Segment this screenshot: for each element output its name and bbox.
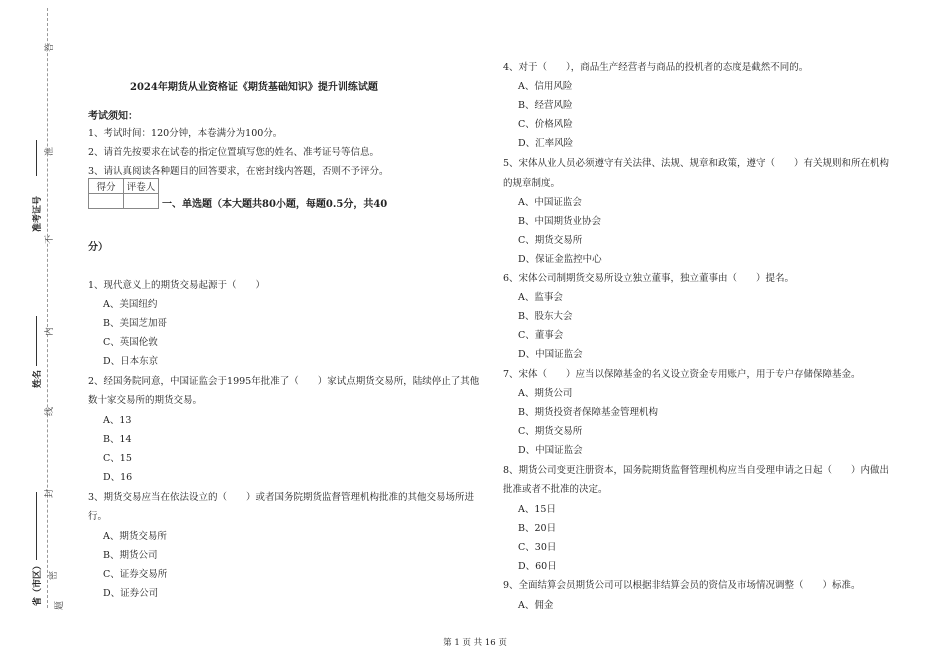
question-option: D、16 (103, 472, 133, 483)
section-heading: 一、单选题（本大题共80小题，每题0.5分，共40 (162, 199, 388, 210)
province-field[interactable] (36, 492, 37, 560)
question-option: B、股东大会 (518, 311, 573, 322)
question-option: A、13 (103, 415, 132, 426)
question-option: C、英国伦敦 (103, 337, 158, 348)
question-option: B、美国芝加哥 (103, 318, 167, 329)
question-option: D、汇率风险 (518, 138, 574, 149)
question-option: D、证券公司 (103, 588, 159, 599)
seal-char-xian: 线 (45, 406, 55, 416)
question-option: B、14 (103, 434, 132, 445)
exam-number-field[interactable] (36, 140, 37, 176)
question-option: C、期货交易所 (518, 235, 583, 246)
section-heading-cont: 分） (88, 242, 108, 253)
question-stem: 3、期货交易应当在依法设立的（ ）或者国务院期货监督管理机构批准的其他交易场所进 (88, 492, 475, 503)
grader-label: 评卷人 (124, 179, 159, 194)
seal-char-da: 答 (45, 42, 55, 52)
question-option: C、价格风险 (518, 119, 573, 130)
exam-number-label: 准考证号 (33, 195, 43, 232)
seal-dashed-line (47, 8, 48, 608)
notice-item: 2、请首先按要求在试卷的指定位置填写您的姓名、准考证号等信息。 (88, 147, 380, 158)
seal-char-mi: 密 (49, 570, 59, 580)
province-label: 省（市区） (33, 560, 43, 606)
question-stem-cont: 的规章制度。 (503, 178, 561, 189)
question-option: B、20日 (518, 523, 557, 534)
question-option: D、中国证监会 (518, 349, 583, 360)
notice-item: 3、请认真阅读各种题目的回答要求，在密封线内答题，否则不予评分。 (88, 166, 389, 177)
question-option: D、日本东京 (103, 356, 159, 367)
grader-cell[interactable] (124, 194, 159, 209)
seal-char-zhun: 准 (45, 146, 55, 156)
score-label: 得分 (89, 179, 124, 194)
question-stem-cont: 数十家交易所的期货交易。 (88, 395, 203, 406)
question-option: D、中国证监会 (518, 445, 583, 456)
score-cell[interactable] (89, 194, 124, 209)
question-option: C、董事会 (518, 330, 564, 341)
question-option: A、监事会 (518, 292, 563, 303)
question-option: A、期货公司 (518, 388, 573, 399)
page-footer: 第 1 页 共 16 页 (443, 638, 507, 648)
question-stem: 9、全面结算会员期货公司可以根据非结算会员的资信及市场情况调整（ ）标准。 (503, 580, 861, 591)
question-option: C、30日 (518, 542, 557, 553)
seal-char-ti: 题 (55, 600, 65, 610)
question-option: A、信用风险 (518, 81, 573, 92)
question-option: C、期货交易所 (518, 426, 583, 437)
question-option: B、期货公司 (103, 550, 158, 561)
question-option: D、保证金监控中心 (518, 254, 602, 265)
name-label: 姓名 (33, 369, 43, 388)
name-field[interactable] (36, 316, 37, 366)
question-stem: 2、经国务院同意，中国证监会于1995年批准了（ ）家试点期货交易所，陆续停止了其他 (88, 376, 480, 387)
question-option: D、60日 (518, 561, 557, 572)
binding-margin (0, 0, 65, 671)
question-option: C、证券交易所 (103, 569, 168, 580)
question-stem: 7、宋体（ ）应当以保障基金的名义设立资金专用账户，用于专户存储保障基金。 (503, 369, 861, 380)
question-option: A、15日 (518, 504, 556, 515)
notice-item: 1、考试时间：120分钟，本卷满分为100分。 (88, 128, 283, 139)
notice-heading: 考试须知： (88, 111, 138, 122)
question-option: C、15 (103, 453, 132, 464)
question-stem-cont: 批准或者不批准的决定。 (503, 484, 608, 495)
page-title: 2024年期货从业资格证《期货基础知识》提升训练试题 (130, 82, 378, 93)
question-option: B、经营风险 (518, 100, 573, 111)
question-stem: 6、宋体公司制期货交易所设立独立董事，独立董事由（ ）提名。 (503, 273, 795, 284)
question-stem: 4、对于（ ），商品生产经营者与商品的投机者的态度是截然不同的。 (503, 62, 809, 73)
question-stem: 5、宋体从业人员必须遵守有关法律、法规、规章和政策，遵守（ ）有关规则和所在机构 (503, 158, 890, 169)
question-stem: 8、期货公司变更注册资本，国务院期货监督管理机构应当自受理申请之日起（ ）内做出 (503, 465, 890, 476)
question-option: A、中国证监会 (518, 197, 582, 208)
seal-char-nei: 内 (45, 326, 55, 336)
question-option: B、中国期货业协会 (518, 216, 601, 227)
question-stem-cont: 行。 (88, 511, 108, 522)
seal-char-bu: 不 (45, 234, 55, 244)
question-option: B、期货投资者保障基金管理机构 (518, 407, 658, 418)
question-option: A、美国纽约 (103, 299, 158, 310)
score-box (88, 178, 159, 209)
question-option: A、期货交易所 (103, 531, 167, 542)
question-option: A、佣金 (518, 600, 554, 611)
question-stem: 1、现代意义上的期货交易起源于（ ） (88, 280, 266, 291)
seal-char-feng: 封 (45, 488, 55, 498)
